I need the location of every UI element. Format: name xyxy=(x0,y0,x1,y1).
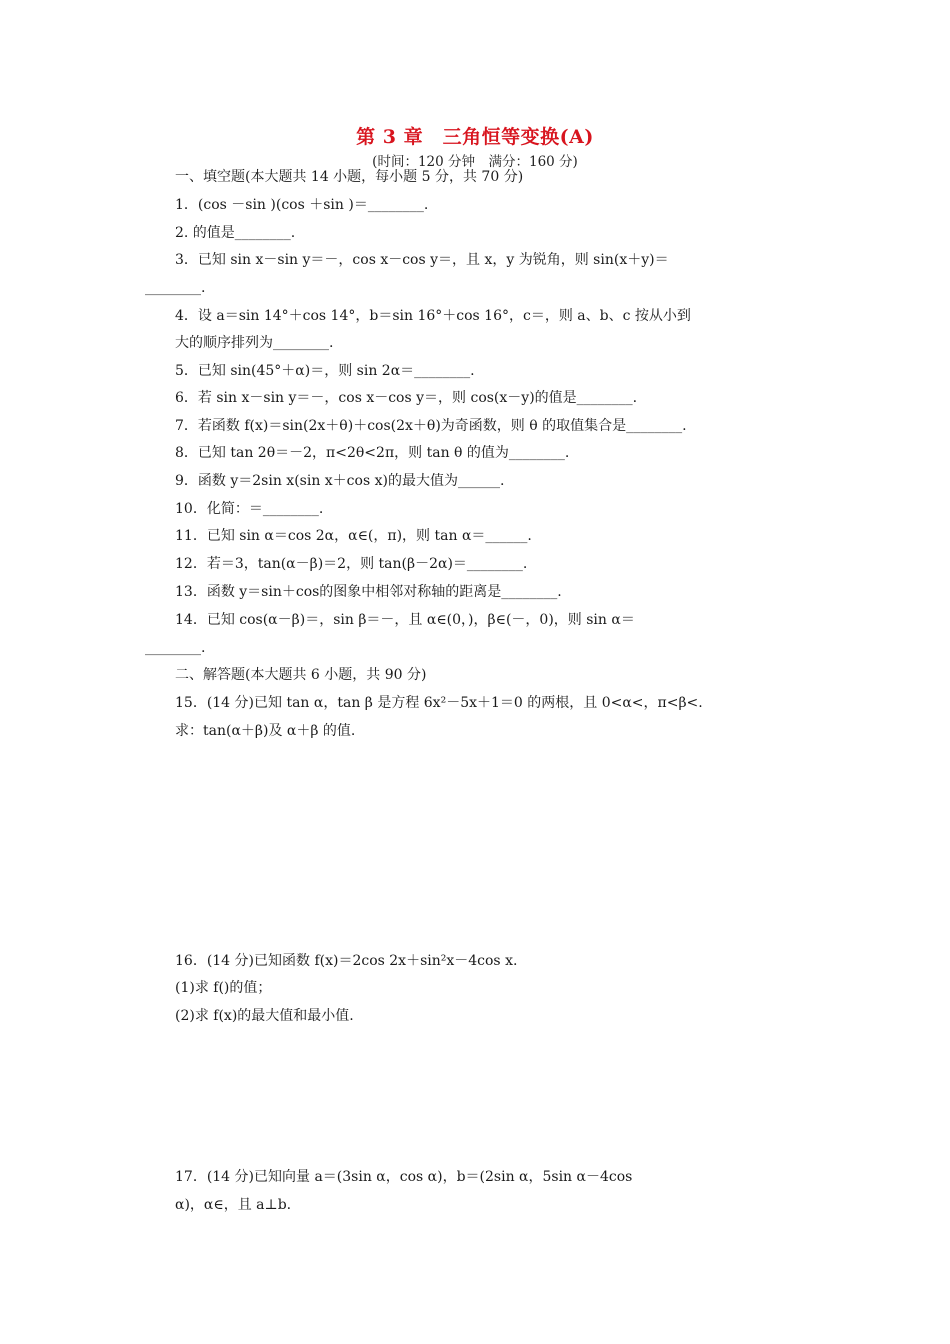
question-14: 14．已知 cos(α－β)＝，sin β＝－，且 α∈(0，)，β∈(－，0)，则 sin α＝ xyxy=(175,612,635,628)
question-6: 6．若 sin x－sin y＝－，cos x－cos y＝，则 cos(x－y)的值是________. xyxy=(175,390,638,406)
question-1: 1．(cos －sin )(cos ＋sin )＝________. xyxy=(175,197,429,213)
question-11: 11．已知 sin α＝cos 2α，α∈(，π)，则 tan α＝______. xyxy=(175,528,532,544)
question-10: 10．化简：＝________. xyxy=(175,501,324,517)
question-9: 9．函数 y＝2sin x(sin x＋cos x)的最大值为______. xyxy=(175,473,505,489)
question-15-continued: 求：tan(α＋β)及 α＋β 的值. xyxy=(175,723,356,739)
question-17-continued: α)，α∈，且 a⊥b. xyxy=(175,1197,292,1213)
question-3-continued: ________. xyxy=(145,280,206,296)
question-12: 12．若＝3，tan(α－β)＝2，则 tan(β－2α)＝________. xyxy=(175,556,528,572)
question-15: 15．(14 分)已知 tan α，tan β 是方程 6x²－5x＋1＝0 的两根，且 0<α<，π<β<. xyxy=(175,695,703,711)
page-title: 第 3 章 三角恒等变换(A) xyxy=(356,126,594,148)
question-7: 7．若函数 f(x)＝sin(2x＋θ)＋cos(2x＋θ)为奇函数，则 θ 的取值集合是________. xyxy=(175,418,687,434)
question-13: 13．函数 y＝sin＋cos的图象中相邻对称轴的距离是________. xyxy=(175,584,562,600)
section-answer-heading: 二、解答题(本大题共 6 小题，共 90 分) xyxy=(175,667,427,683)
question-16: 16．(14 分)已知函数 f(x)＝2cos 2x＋sin²x－4cos x. xyxy=(175,953,518,969)
question-14-continued: ________. xyxy=(145,640,206,656)
question-5: 5．已知 sin(45°＋α)＝，则 sin 2α＝________. xyxy=(175,363,475,379)
question-4: 4．设 a＝sin 14°＋cos 14°，b＝sin 16°＋cos 16°，c＝，则 a、b、c 按从小到 xyxy=(175,308,691,324)
question-8: 8．已知 tan 2θ＝－2，π<2θ<2π，则 tan θ 的值为________. xyxy=(175,445,570,461)
question-4-continued: 大的顺序排列为________. xyxy=(175,335,334,351)
question-16-part-1: (1)求 f()的值； xyxy=(175,980,272,996)
section-fill-in-heading: 一、填空题(本大题共 14 小题，每小题 5 分，共 70 分) xyxy=(175,169,524,185)
page-subtitle: (时间：120 分钟 满分：160 分) xyxy=(372,154,578,170)
question-3: 3．已知 sin x－sin y＝－，cos x－cos y＝，且 x，y 为锐角，则 sin(x＋y)＝ xyxy=(175,252,669,268)
question-16-part-2: (2)求 f(x)的最大值和最小值. xyxy=(175,1008,354,1024)
question-17: 17．(14 分)已知向量 a＝(3sin α，cos α)，b＝(2sin α，5sin α－4cos xyxy=(175,1169,633,1185)
question-2: 2. 的值是________. xyxy=(175,225,296,241)
